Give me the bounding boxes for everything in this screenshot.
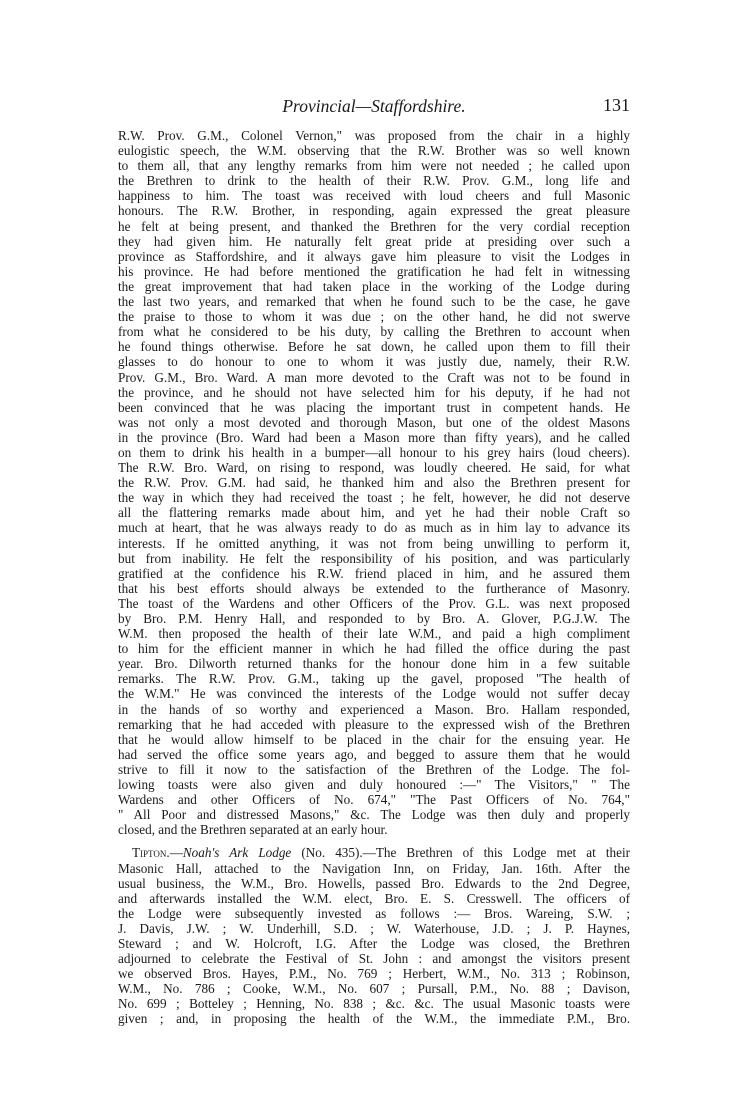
text-line: we observed Bros. Hayes, P.M., No. 769 ; Herbert, W.M., No. 313 ; Robinson, — [118, 966, 630, 982]
text-line: No. 699 ; Botteley ; Henning, No. 838 ; &c. &c. The usual Masonic toasts were — [118, 996, 630, 1012]
text-line: R.W. Prov. G.M., Colonel Vernon," was proposed from the chair in a highly — [118, 128, 630, 143]
text-line: Prov. G.M., Bro. Ward. A man more devoted to the Craft was not to be found in — [118, 369, 630, 385]
text-line: happiness to him. The toast was received with loud cheers and full Masonic — [118, 188, 630, 204]
text-line: Steward ; and W. Holcroft, I.G. After the Lodge was closed, the Brethren — [118, 935, 630, 951]
text-line: W.M. then proposed the health of their late W.M., and paid a high compliment — [118, 626, 630, 642]
text-line: to him for the efficient manner in which he had filled the office during the past — [118, 641, 630, 657]
text-line: Masonic Hall, attached to the Navigation Inn, on Friday, Jan. 16th. After the — [118, 860, 630, 876]
text-line: by Bro. P.M. Henry Hall, and responded to by Bro. A. Glover, P.G.J.W. The — [118, 611, 630, 626]
text-line: interests. If he omitted anything, it was not from being unwilling to perform it, — [118, 535, 630, 551]
text-line: to them all, that any lengthy remarks from him were not needed ; he called upon — [118, 158, 630, 174]
text-line: he found things otherwise. Before he sat down, he called upon them to fill their — [118, 339, 630, 355]
text-line: given ; and, in proposing the health of the W.M., the immediate P.M., Bro. — [118, 1011, 630, 1027]
text-line: on them to drink his health in a bumper—all honour to his grey hairs (loud cheers). — [118, 444, 630, 460]
text-run: (No. 435).—The Brethren of this Lodge met at their — [291, 845, 630, 861]
text-line: the last two years, and remarked that when he found such to be the case, he gave — [118, 294, 630, 310]
text-line: the Lodge were subsequently invested as follows :— Bros. Wareing, S.W. ; — [118, 905, 630, 921]
text-line: glasses to do honour to one to whom it was justly due, namely, their R.W. — [118, 354, 630, 370]
running-head: Provincial—Staffordshire. — [282, 96, 466, 116]
text-line: gratified at the confidence his R.W. friend placed in him, and he assured them — [118, 565, 630, 581]
text-line: they had given him. He naturally felt great pride at presiding over such a — [118, 233, 630, 249]
page-header — [118, 94, 630, 120]
text-line: that his best efforts should always be extended to the furtherance of Masonry. — [118, 580, 630, 596]
text-line: all the flattering remarks made about him, and yet he had their noble Craft so — [118, 505, 630, 521]
text-line: had served the office some years ago, and begged to assure them that he would — [118, 746, 630, 762]
text-line: the R.W. Prov. G.M. had said, he thanked him and also the Brethren present for — [118, 475, 630, 491]
text-line: W.M., No. 786 ; Cooke, W.M., No. 607 ; Pursall, P.M., No. 88 ; Davison, — [118, 981, 630, 997]
text-line: J. Davis, J.W. ; W. Underhill, S.D. ; W. Waterhouse, J.D. ; J. P. Haynes, — [118, 920, 630, 936]
text-line: the province, and he should not have selected him for his deputy, if he had not — [118, 384, 630, 400]
text-line: was not only a most devoted and thorough Mason, but one of the oldest Masons — [118, 414, 630, 430]
body-text — [118, 128, 630, 1027]
text-line: in the province (Bro. Ward had been a Mason more than fifty years), and he called — [118, 429, 630, 445]
text-line: province as Staffordshire, and it always gave him pleasure to visit the Lodges in — [118, 248, 630, 264]
text-line: The R.W. Bro. Ward, on rising to respond, was loudly cheered. He said, for what — [118, 460, 630, 476]
text-line: " All Poor and distressed Masons," &c. The Lodge was then duly and properly — [118, 807, 630, 823]
paragraph-tipton — [118, 845, 630, 1026]
text-line: but from inability. He felt the responsibility of his position, and was particularly — [118, 550, 630, 566]
text-line: the great improvement that had taken place in the working of the Lodge during — [118, 278, 630, 294]
text-line: the Brethren to drink to the health of their R.W. Prov. G.M., long life and — [118, 173, 630, 189]
text-line: remarks. The R.W. Prov. G.M., taking up the gavel, proposed "The health of — [118, 671, 630, 687]
text-line: lowing toasts were also given and duly honoured :—" The Visitors," " The — [118, 777, 630, 793]
text-line: in the hands of so worthy and experienced a Mason. Bro. Hallam responded, — [118, 701, 630, 717]
text-line: the way in which they had received the toast ; he felt, however, he did not deserve — [118, 490, 630, 506]
text-line: from what he considered to be his duty, by calling the Brethren to account when — [118, 324, 630, 340]
text-line: adjourned to celebrate the Festival of St. John : and amongst the visitors present — [118, 951, 630, 967]
paragraph-lodge-toasts — [118, 128, 630, 837]
text-line: usual business, the W.M., Bro. Howells, passed Bro. Edwards to the 2nd Degree, — [118, 875, 630, 891]
text-line: closed, and the Brethren separated at an early hour. — [118, 822, 388, 838]
text-line: year. Bro. Dilworth returned thanks for the honour done him in a few suitable — [118, 656, 630, 672]
text-line: remarking that he had acceded with pleasure to the expressed wish of the Brethren — [118, 716, 630, 732]
text-line: been convinced that he was placing the important trust in competent hands. He — [118, 399, 630, 415]
place-name: Tipton.— — [132, 845, 183, 861]
text-line: Wardens and other Officers of No. 674," "The Past Officers of No. 764," — [118, 792, 630, 808]
text-line: eulogistic speech, the W.M. observing that the R.W. Brother was so well known — [118, 143, 630, 159]
text-line: he felt at being present, and thanked the Brethren for the very cordial reception — [118, 218, 630, 234]
text-line: honours. The R.W. Brother, in responding, again expressed the great pleasure — [118, 203, 630, 219]
text-line: much at heart, that he was always ready to do as much as in him lay to advance its — [118, 520, 630, 536]
text-line: the W.M." He was convinced the interests of the Lodge would not suffer decay — [118, 686, 630, 702]
text-line: strive to fill it now to the satisfaction of the Brethren of the Lodge. The fol- — [118, 761, 630, 777]
text-line: The toast of the Wardens and other Officers of the Prov. G.L. was next proposed — [118, 595, 630, 611]
text-line — [118, 845, 630, 860]
text-line: his province. He had before mentioned the gratification he had felt in witnessing — [118, 263, 630, 279]
text-line: and afterwards installed the W.M. elect, Bro. E. S. Cresswell. The officers of — [118, 890, 630, 906]
text-line: that he would allow himself to be placed in the chair for the ensuing year. He — [118, 731, 630, 747]
text-line: the praise to those to whom it was due ; on the other hand, he did not swerve — [118, 309, 630, 325]
lodge-name: Noah's Ark Lodge — [182, 845, 292, 861]
page-number: 131 — [603, 95, 630, 115]
